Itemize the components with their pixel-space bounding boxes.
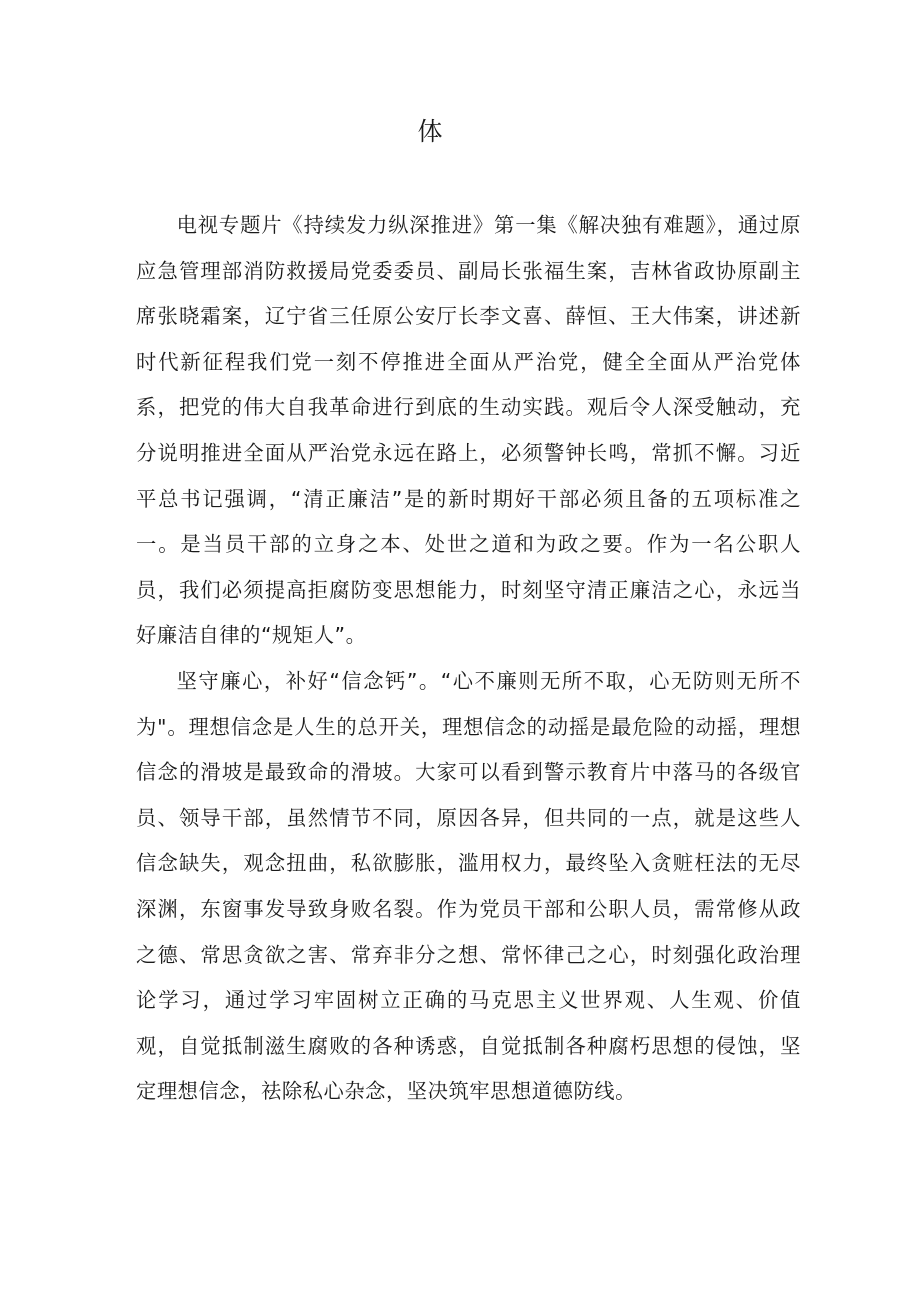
paragraph-2: 坚守廉心，补好“信念钙”。“心不廉则无所不取，心无防则无所不为"。理想信念是人生的总开关，理想信念的动摇是最危险的动摇，理想信念的滑坡是最致命的滑坡。大家可以看到警示教育片中落马的各级官员、领导干部，虽然情节不同，原因各异，但共同的一点，就是这些人信念缺失，观念扭曲，私欲膨胀，滥用权力，最终坠入贪赃枉法的无尽深渊，东窗事发导致身败名裂。作为党员干部和公职人员，需常修从政之德、常思贪欲之害、常弃非分之想、常怀律己之心，时刻强化政治理论学习，通过学习牢固树立正确的马克思主义世界观、人生观、价值观，自觉抵制滋生腐败的各种诱惑，自觉抵制各种腐朽思想的侵蚀，坚定理想信念，祛除私心杂念，坚决筑牢思想道德防线。 xyxy=(136,668,801,1104)
document-body xyxy=(136,203,801,1115)
paragraph-1: 电视专题片《持续发力纵深推进》第一集《解决独有难题》，通过原应急管理部消防救援局党委委员、副局长张福生案，吉林省政协原副主席张晓霜案，辽宁省三任原公安厅长李文喜、薛恒、王大伟案，讲述新时代新征程我们党一刻不停推进全面从严治党，健全全面从严治党体系，把党的伟大自我革命进行到底的生动实践。观后令人深受触动，充分说明推进全面从严治党永远在路上，必须警钟长鸣，常抓不懈。习近平总书记强调，“清正廉洁”是的新时期好干部必须且备的五项标准之一。是当员干部的立身之本、处世之道和为政之要。作为一名公职人员，我们必须提高拒腐防变思想能力，时刻坚守清正廉洁之心，永远当好廉洁自律的“规矩人”。 xyxy=(136,213,801,648)
page-title: 体 xyxy=(417,117,443,146)
